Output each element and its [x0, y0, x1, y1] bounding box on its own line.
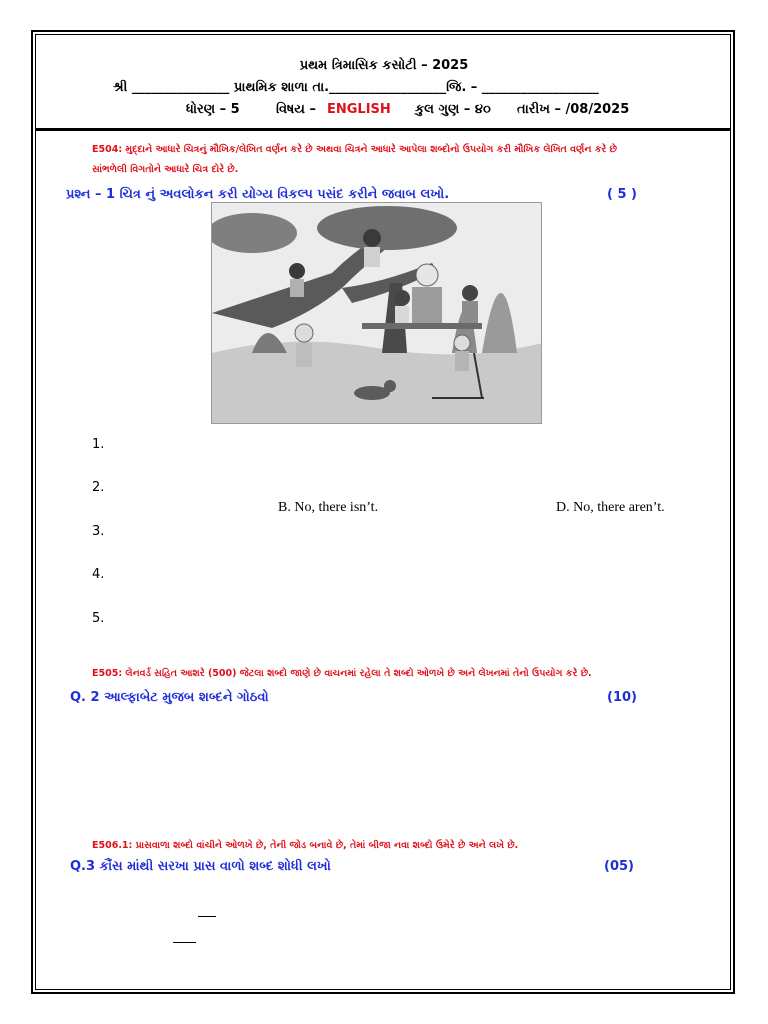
school-line: શ્રી _______________ પ્રાથમિક શાળા તા.__________________જિ. – __________________	[113, 80, 599, 95]
standard-label: ધોરણ – 5	[186, 102, 240, 117]
question-2-marks: (10)	[607, 690, 637, 705]
question-2-text: Q. 2 આલ્ફાબેટ મુજબ શબ્દને ગોઠવો	[70, 690, 269, 705]
park-scene-image	[212, 203, 542, 424]
answer-line-1: 1.	[92, 437, 105, 452]
exam-title: પ્રથમ ત્રિમાસિક કસોટી – 2025	[299, 58, 469, 73]
question-1-marks: ( 5 )	[607, 187, 637, 202]
subject-value: ENGLISH	[327, 102, 391, 117]
answer-blank-2	[173, 942, 196, 943]
answer-line-4: 4.	[92, 567, 105, 582]
outcome-e505: E505: લેનવર્ડ સહિત આશરે (500) જેટલા શબ્દો જાણે છે વાચનમાં રહેલા તે શબ્દો ઓળખે છે અને લેખનમાં તેનો ઉપયોગ કરે છે.	[92, 668, 592, 679]
outcome-e504-line1: E504: મુદ્દાને આધારે ચિત્રનું મૌખિક/લેખિત વર્ણન કરે છે અથવા ચિત્રને આધારે આપેલા શબ્દોનો ઉપયોગ કરી મૌખિક લેખિત વર્ણન કરે છે	[92, 144, 617, 155]
answer-line-5: 5.	[92, 611, 105, 626]
question-1-text: પ્રશ્ન – 1 ચિત્ર નું અવલોકન કરી યોગ્ય વિકલ્પ પસંદ કરીને જવાબ લખો.	[66, 187, 450, 202]
park-illustration	[211, 202, 542, 424]
option-d: D. No, there aren’t.	[556, 500, 665, 515]
option-b: B. No, there isn’t.	[278, 500, 379, 515]
total-marks: કુલ ગુણ – ૪૦	[415, 102, 491, 117]
question-3-marks: (05)	[604, 859, 634, 874]
answer-line-3: 3.	[92, 524, 105, 539]
subject-label: વિષય –	[276, 102, 316, 117]
answer-line-2: 2.	[92, 480, 105, 495]
answer-blank-1	[198, 916, 216, 917]
question-3-text: Q.3 કૌંસ માંથી સરખા પ્રાસ વાળો શબ્દ શોધી લખો	[70, 859, 331, 874]
outcome-e504-line2: સાંભળેલી વિગતોને આધારે ચિત્ર દોરે છે.	[92, 164, 239, 175]
exam-date: તારીખ – /08/2025	[517, 102, 630, 117]
header-divider	[35, 128, 731, 131]
outcome-e506: E506.1: પ્રાસવાળા શબ્દો વાંચીને ઓળખે છે, તેની જોડ બનાવે છે, તેમાં બીજા નવા શબ્દો ઉમેરે છે અને લખે છે.	[92, 840, 519, 851]
